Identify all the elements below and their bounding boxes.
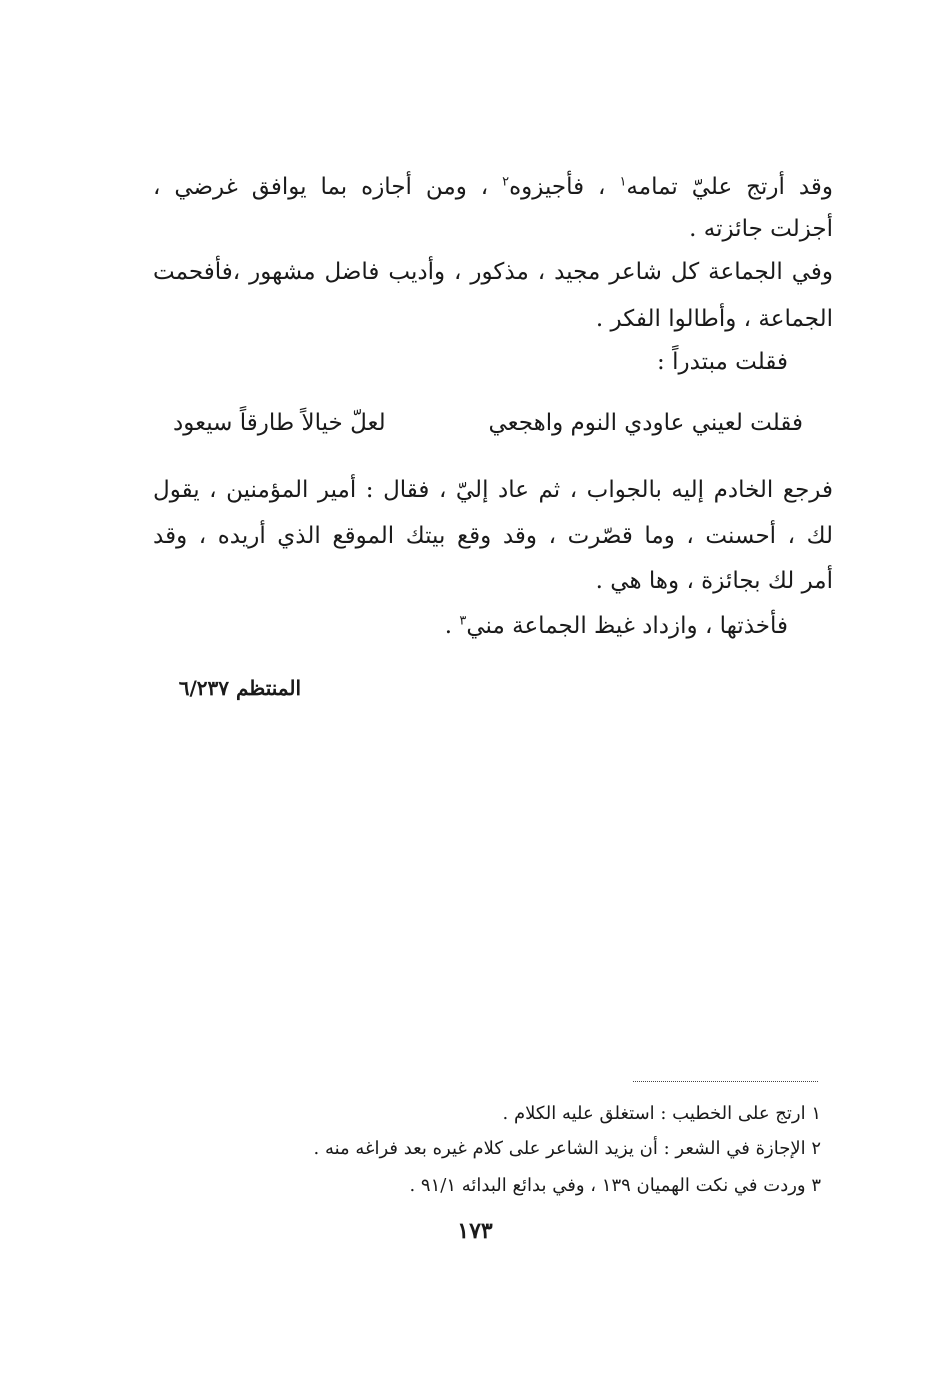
text-line — [108, 611, 788, 641]
text-line: فرجع الخادم إليه بالجواب ، ثم عاد إليّ ، فقال : أمير المؤمنين ، يقول — [153, 477, 833, 503]
source-citation: المنتظم ٦/٢٣٧ — [178, 676, 301, 700]
text-line: الجماعة ، وأطالوا الفكر . — [595, 306, 833, 332]
verse-second-hemistich: لعلّ خيالاً طارقاً سيعود — [173, 410, 386, 436]
page-number: ١٧٣ — [457, 1218, 493, 1244]
footnote-ref[interactable]: ١ — [619, 174, 627, 190]
text-line — [153, 172, 833, 202]
text-segment: . — [444, 613, 453, 639]
footnote-separator — [633, 1081, 818, 1082]
footnote: ١ ارتج على الخطيب : استغلق عليه الكلام . — [502, 1103, 821, 1124]
footnote-ref[interactable]: ٣ — [459, 613, 467, 629]
text-line: فقلت مبتدراً : — [657, 349, 788, 375]
text-segment: وقد أرتج عليّ تمامه — [626, 174, 834, 200]
footnote-ref[interactable]: ٢ — [502, 174, 510, 190]
text-segment: ، فأجيزوه — [509, 174, 606, 200]
text-line: وفي الجماعة كل شاعر مجيد ، مذكور ، وأديب فاضل مشهور ،فأفحمت — [153, 259, 833, 285]
poem-verse — [173, 408, 803, 442]
text-line: أجزلت جائزته . — [689, 216, 833, 242]
text-segment: ، ومن أجازه بما يوافق غرضي ، — [153, 174, 489, 200]
footnote: ٢ الإجازة في الشعر : أن يزيد الشاعر على كلام غيره بعد فراغه منه . — [313, 1138, 821, 1159]
footnote: ٣ وردت في نكت الهميان ١٣٩ ، وفي بدائع البدائه ٩١/١ . — [409, 1175, 821, 1196]
text-line: أمر لك بجائزة ، وها هي . — [595, 568, 833, 594]
verse-first-hemistich: فقلت لعيني عاودي النوم واهجعي — [488, 410, 803, 436]
text-segment: فأخذتها ، وازداد غيظ الجماعة مني — [466, 613, 788, 639]
text-line: لك ، أحسنت ، وما قصّرت ، وقد وقع بيتك الموقع الذي أريده ، وقد — [153, 523, 833, 549]
